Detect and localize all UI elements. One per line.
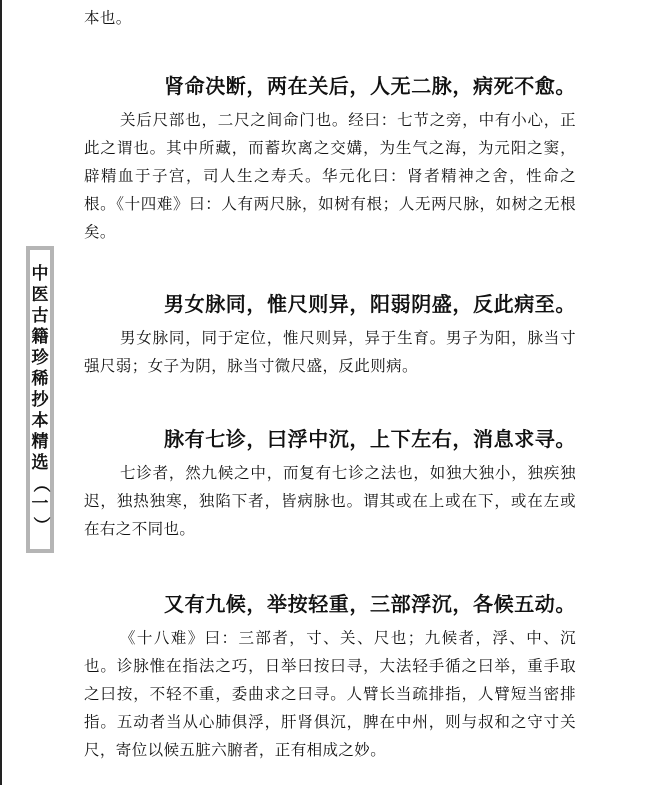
section-heading: 男女脉同，惟尺则异，阳弱阴盛，反此病至。: [164, 292, 576, 316]
side-tab-char: 籍: [31, 327, 49, 347]
continued-text: 本也。: [84, 9, 132, 27]
side-tab-char: 本: [31, 411, 49, 431]
side-tab-char: 抄: [31, 390, 49, 410]
section-heading: 肾命决断，两在关后，人无二脉，病死不愈。: [164, 74, 576, 98]
side-tab-book-title: [26, 246, 54, 553]
side-tab-char: 珍: [31, 348, 49, 368]
side-tab-char: 精: [31, 432, 49, 452]
side-tab-paren-open: （: [30, 475, 50, 493]
side-tab-char: 古: [31, 306, 49, 326]
side-tab-char: 稀: [31, 369, 49, 389]
side-tab-char: 选: [31, 453, 49, 473]
page-left-rule: [0, 0, 2, 785]
side-tab-char: 中: [31, 264, 49, 284]
side-tab-volume-number: 一: [31, 494, 49, 514]
section-4: [84, 590, 576, 764]
section-body: 七诊者，然九候之中，而复有七诊之法也，如独大独小，独疾独迟，独热独寒，独陷下者，皆病脉也。谓其或在上或在下，或在左或在右之不同也。: [84, 464, 576, 538]
section-heading: 又有九候，举按轻重，三部浮沉，各候五动。: [164, 592, 576, 616]
section-body: 关后尺部也，二尺之间命门也。经曰：七节之旁，中有小心，正此之谓也。其中所藏，而蓄坎离之交媾，为生气之海，为元阳之窦，辟精血于子宫，司人生之寿夭。华元化曰：肾者精神之舍，性命之根。《十四难》曰：人有两尺脉，如树有根；人无两尺脉，如树之无根矣。: [84, 111, 576, 241]
section-body: 《十八难》曰：三部者，寸、关、尺也；九候者，浮、中、沉也。诊脉惟在指法之巧，日举曰按曰寻，大法轻手循之曰举，重手取之曰按，不轻不重，委曲求之曰寻。人臂长当疏排指，人臂短当密排指。五动者当从心肺俱浮，肝肾俱沉，脾在中州，则与叔和之守寸关尺，寄位以候五脏六腑者，正有相成之妙。: [84, 629, 576, 759]
section-heading: 脉有七诊，曰浮中沉，上下左右，消息求寻。: [164, 427, 576, 451]
section-2: [84, 290, 576, 380]
section-body: 男女脉同，同于定位，惟尺则异，异于生育。男子为阳，脉当寸强尺弱；女子为阴，脉当寸微尺盛，反此则病。: [84, 329, 576, 375]
section-1: [84, 72, 576, 246]
section-3: [84, 425, 576, 543]
side-tab-paren-close: ）: [30, 516, 50, 534]
side-tab-char: 医: [31, 285, 49, 305]
